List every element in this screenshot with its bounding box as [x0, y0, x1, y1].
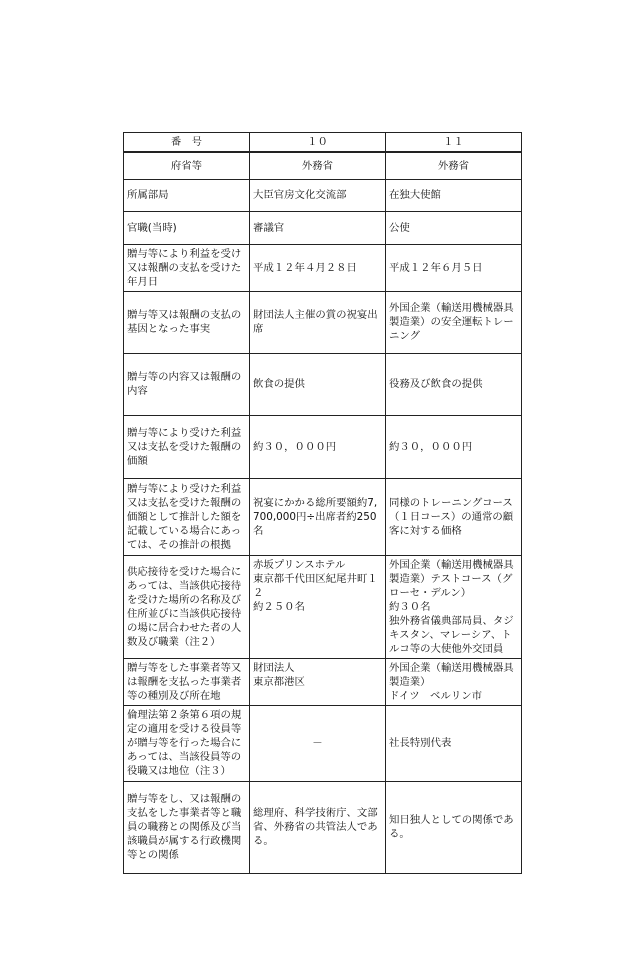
row-value-col2: 公使 — [386, 211, 522, 244]
row-value-col1: 約３０，０００円 — [250, 415, 386, 478]
row-label: 贈与等により受けた利益又は支払を受けた報酬の価額 — [124, 415, 250, 478]
table-row — [124, 353, 522, 415]
table-row — [124, 211, 522, 244]
row-value-col2: 外国企業（輸送用機械器具製造業）の安全運転トレーニング — [386, 291, 522, 353]
row-value-col1: 祝宴にかかる総所要額約7,700,000円÷出席者約250名 — [250, 478, 386, 555]
row-label: 所属部局 — [124, 179, 250, 211]
row-value-col1: 外務省 — [250, 152, 386, 179]
row-label: 贈与等をし、又は報酬の支払をした事業者等と職員の職務との関係及び当該職員が属する行政機関等との関係 — [124, 781, 250, 873]
disclosure-table — [123, 132, 522, 874]
table-number-row — [124, 133, 522, 153]
row-label: 倫理法第２条第６項の規定の適用を受ける役員等が贈与等を行った場合にあっては、当該役員等の役職又は地位（注３） — [124, 705, 250, 781]
table-row — [124, 555, 522, 658]
row-value-col2: 約３０，０００円 — [386, 415, 522, 478]
table-row — [124, 244, 522, 291]
table-row — [124, 291, 522, 353]
row-value-col2: 役務及び飲食の提供 — [386, 353, 522, 415]
row-label: 贈与等により受けた利益又は支払を受けた報酬の価額として推計した額を記載している場合にあっては、その推計の根拠 — [124, 478, 250, 555]
number-label: 番 号 — [124, 133, 250, 153]
table-row — [124, 658, 522, 705]
row-value-col1: 飲食の提供 — [250, 353, 386, 415]
row-label: 贈与等又は報酬の支払の基因となった事実 — [124, 291, 250, 353]
row-value-col2: 外国企業（輸送用機械器具製造業） ドイツ ベルリン市 — [386, 658, 522, 705]
row-label: 贈与等をした事業者等又は報酬を支払った事業者等の種別及び所在地 — [124, 658, 250, 705]
table-row — [124, 478, 522, 555]
row-value-col2: 外務省 — [386, 152, 522, 179]
row-value-col1: － — [250, 705, 386, 781]
row-value-col1: 財団法人主催の賞の祝宴出席 — [250, 291, 386, 353]
row-value-col2: 同様のトレーニングコース（１日コース）の通常の顧客に対する価格 — [386, 478, 522, 555]
row-label: 供応接待を受けた場合にあっては、当該供応接待を受けた場所の名称及び住所並びに当該供応接待の場に居合わせた者の人数及び職業（注２） — [124, 555, 250, 658]
row-label: 府省等 — [124, 152, 250, 179]
table-row — [124, 179, 522, 211]
row-value-col1: 審議官 — [250, 211, 386, 244]
row-value-col2: 外国企業（輸送用機械器具製造業）テストコース（グローセ・デルン） 約３０名 独外務省儀典部局員、タジキスタン、マレーシア、トルコ等の大使他外交団員 — [386, 555, 522, 658]
row-value-col2: 社長特別代表 — [386, 705, 522, 781]
row-value-col1: 財団法人 東京都港区 — [250, 658, 386, 705]
row-label: 官職(当時) — [124, 211, 250, 244]
row-label: 贈与等により利益を受け又は報酬の支払を受けた年月日 — [124, 244, 250, 291]
row-value-col1: 平成１２年４月２８日 — [250, 244, 386, 291]
case-number-11: １１ — [386, 133, 522, 153]
row-value-col2: 在独大使館 — [386, 179, 522, 211]
case-number-10: １０ — [250, 133, 386, 153]
table-row — [124, 415, 522, 478]
row-value-col2: 知日独人としての関係である。 — [386, 781, 522, 873]
row-value-col1: 大臣官房文化交流部 — [250, 179, 386, 211]
row-label: 贈与等の内容又は報酬の内容 — [124, 353, 250, 415]
row-value-col1: 総理府、科学技術庁、文部省、外務省の共管法人である。 — [250, 781, 386, 873]
row-value-col1: 赤坂プリンスホテル 東京都千代田区紀尾井町１２ 約２５０名 — [250, 555, 386, 658]
row-value-col2: 平成１２年６月５日 — [386, 244, 522, 291]
table-row — [124, 152, 522, 179]
table-row — [124, 705, 522, 781]
table-row — [124, 781, 522, 873]
